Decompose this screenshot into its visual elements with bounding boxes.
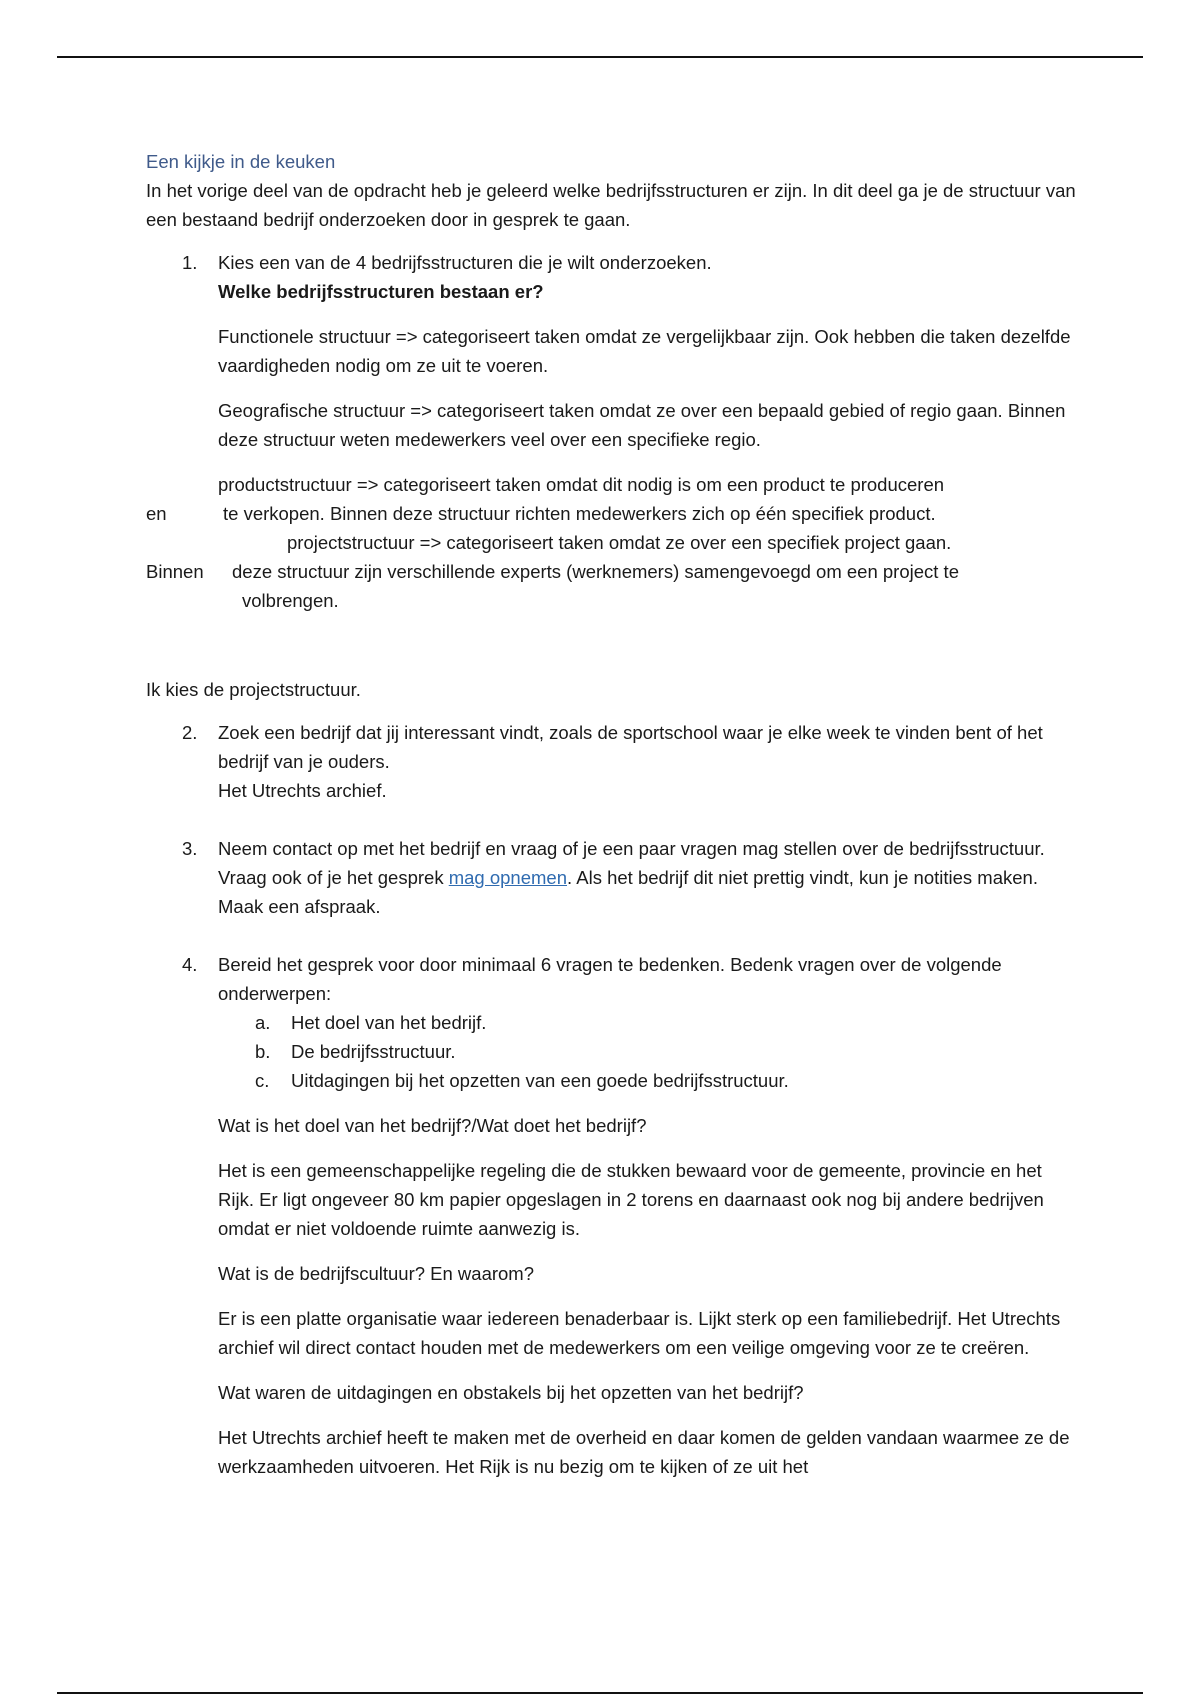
- product-project-block: [146, 470, 1076, 615]
- sub-item-label: b.: [255, 1041, 271, 1062]
- list-item-text: Bereid het gesprek voor door minimaal 6 vragen te bedenken. Bedenk vragen over de volgende onderwerpen:: [218, 954, 1002, 1004]
- text-after-link: . Als het bedrijf dit niet prettig vindt, kun je notities maken. Maak een afspraak.: [218, 867, 1038, 917]
- sub-item-text: Uitdagingen bij het opzetten van een goede bedrijfsstructuur.: [291, 1070, 789, 1091]
- interview-answer-2: Er is een platte organisatie waar iedereen benaderbaar is. Lijkt sterk op een familiebedrijf. Het Utrechts archief wil direct contact houden met de medewerkers om een veilige omgeving voor ze te creëren.: [218, 1308, 1061, 1358]
- interview-question-2: Wat is de bedrijfscultuur? En waarom?: [218, 1263, 535, 1284]
- project-line-2: deze structuur zijn verschillende experts (werknemers) samengevoegd om een project te: [232, 561, 959, 582]
- list-number: 3.: [182, 838, 198, 859]
- interview-question-3: Wat waren de uitdagingen en obstakels bij het opzetten van het bedrijf?: [218, 1382, 804, 1403]
- list-item-text: Kies een van de 4 bedrijfsstructuren die je wilt onderzoeken.: [218, 252, 712, 273]
- interview-answer-1: Het is een gemeenschappelijke regeling die de stukken bewaard voor de gemeente, provincie en het Rijk. Er ligt ongeveer 80 km papier opgeslagen in 2 torens en daarnaast ook nog bij andere bedrijven omdat er niet voldoende ruimte aanwezig is.: [218, 1160, 1044, 1239]
- functional-structure-paragraph: Functionele structuur => categoriseert taken omdat ze vergelijkbaar zijn. Ook hebben die taken dezelfde vaardigheden nodig om ze uit te voeren.: [218, 326, 1071, 376]
- project-side-word: Binnen: [146, 561, 204, 582]
- interview-question-1: Wat is het doel van het bedrijf?/Wat doet het bedrijf?: [218, 1115, 647, 1136]
- intro-paragraph: In het vorige deel van de opdracht heb je geleerd welke bedrijfsstructuren er zijn. In dit deel ga je de structuur van een bestaand bedrijf onderzoeken door in gesprek te gaan.: [146, 180, 1076, 230]
- product-line-2-row: [146, 499, 1076, 528]
- list-item-text: Zoek een bedrijf dat jij interessant vindt, zoals de sportschool waar je elke week te vinden bent of het bedrijf van je ouders.: [218, 722, 1043, 772]
- list-number: 4.: [182, 954, 198, 975]
- project-line-3: volbrengen.: [242, 590, 339, 611]
- geographic-structure-paragraph: Geografische structuur => categoriseert taken omdat ze over een bepaald gebied of regio gaan. Binnen deze structuur weten medewerkers veel over een specifieke regio.: [218, 400, 1066, 450]
- list-item-text: [218, 834, 1076, 921]
- project-line-2-row: [146, 557, 1076, 586]
- interview-answer-3: Het Utrechts archief heeft te maken met de overheid en daar komen de gelden vandaan waarmee ze de werkzaamheden uitvoeren. Het Rijk is nu bezig om te kijken of ze uit het: [218, 1427, 1070, 1477]
- sub-item-b: [146, 1037, 1076, 1066]
- sub-item-text: Het doel van het bedrijf.: [291, 1012, 487, 1033]
- list-item-4: [146, 950, 1076, 1008]
- list-item-1: [146, 248, 1076, 306]
- section-heading: Een kijkje in de keuken: [146, 151, 336, 172]
- list-number: 1.: [182, 252, 198, 273]
- sub-item-label: c.: [255, 1070, 270, 1091]
- header-rule: [57, 56, 1143, 58]
- list-item-answer: Het Utrechts archief.: [218, 780, 387, 801]
- list-item-bold-question: Welke bedrijfsstructuren bestaan er?: [218, 281, 544, 302]
- footer-rule: [57, 1692, 1143, 1694]
- list-item-3: [146, 834, 1076, 921]
- document-body: [146, 147, 1076, 1481]
- sub-item-text: De bedrijfsstructuur.: [291, 1041, 456, 1062]
- sub-item-a: [146, 1008, 1076, 1037]
- sub-item-label: a.: [255, 1012, 271, 1033]
- product-line-1: productstructuur => categoriseert taken omdat dit nodig is om een product te produceren: [218, 474, 945, 495]
- product-side-word: en: [146, 503, 167, 524]
- project-line-1: projectstructuur => categoriseert taken omdat ze over een specifiek project gaan.: [287, 532, 952, 553]
- list-number: 2.: [182, 722, 198, 743]
- product-line-2: te verkopen. Binnen deze structuur richten medewerkers zich op één specifiek product.: [223, 503, 936, 524]
- sub-item-c: [146, 1066, 1076, 1095]
- list-item-2: [146, 718, 1076, 805]
- text-before-link: Neem contact op met het bedrijf en vraag of je een paar vragen mag stellen over de bedrijfsstructuur. Vraag ook of je het gesprek: [218, 838, 1045, 888]
- choice-sentence: Ik kies de projectstructuur.: [146, 679, 361, 700]
- record-conversation-link[interactable]: mag opnemen: [448, 867, 567, 888]
